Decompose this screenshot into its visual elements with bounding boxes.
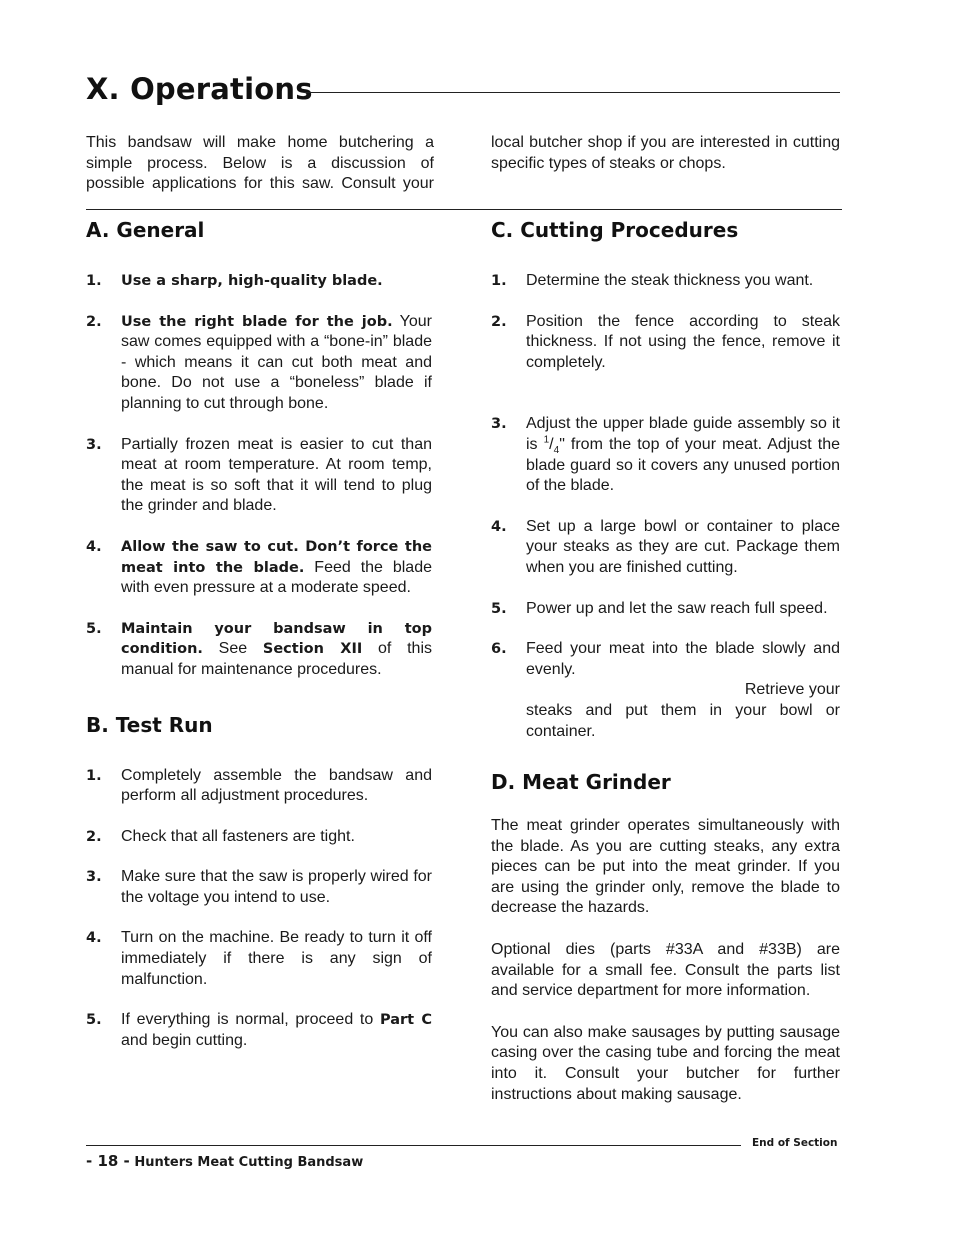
item-text: Make sure that the saw is properly wired for the voltage you intend to use. [121,868,432,906]
item-bold: Allow the saw to cut. Don’t force the meat into the blade. [121,538,432,576]
left-column [86,216,432,1051]
test-item-5 [86,1010,432,1051]
item-number: 4. [86,538,102,555]
section-title-row [86,72,840,112]
item-number: 2. [86,313,102,330]
title-rule [304,92,840,93]
item-text: Position the fence according to steak thickness. If not using the fence, remove it completely. [526,312,840,371]
item-text: steaks and put them in your bowl or container. [526,701,840,740]
test-item-2 [86,827,432,848]
item-number: 6. [491,641,507,658]
test-item-3 [86,867,432,908]
intro-left: This bandsaw will make home butchering a simple process. Below is a discussion of possible applications for this saw. Consult your [86,134,434,193]
item-number: 1. [86,273,102,289]
intro-right: local butcher shop if you are interested in cutting specific types of steaks or chops. [491,134,840,172]
test-item-1 [86,766,432,807]
item-text: If everything is normal, proceed to [121,1011,380,1029]
item-text: of this manual for maintenance procedures. [121,640,432,678]
general-item-4 [86,537,432,599]
item-number: 1. [491,273,507,289]
item-number: 2. [491,313,507,330]
item-text: See [202,640,263,658]
item-text: Check that all fasteners are tight. [121,827,355,845]
item-number: 1. [86,767,102,784]
test-item-4 [86,928,432,990]
item-text: and begin cutting. [121,1031,248,1049]
fraction-denominator: 4 [553,445,560,457]
fraction-slash: / [549,435,554,453]
section-reference: Section XII [262,641,363,658]
item-number: 3. [491,416,507,433]
manual-name: Hunters Meat Cutting Bandsaw [134,1155,364,1170]
item-text: Feed the blade with even pressure at a moderate speed. [121,558,432,597]
cutting-item-6 [491,639,840,742]
grinder-paragraph-1: The meat grinder operates simultaneously with the blade. As you are cutting steaks, any extra pieces can be put into the meat grinder. If you are using the grinder only, remove the blade to decrease the hazards. [491,817,840,917]
heading-meat-grinder: D. Meat Grinder [491,770,671,795]
item-number: 5. [86,620,102,637]
right-column [491,216,840,1105]
item-text: Your saw comes equipped with a “bone-in” blade - which means it can cut both meat and bone. Do not use a “boneless” blade if planning to cut through bone. [121,312,432,412]
item-number: 4. [86,930,102,947]
item-text: Completely assemble the bandsaw and perform all adjustment procedures. [121,766,432,805]
cutting-item-4 [491,517,840,579]
end-of-section-label: End of Section [752,1137,838,1149]
cutting-item-2 [491,312,840,374]
item-number: 3. [86,869,102,886]
cutting-item-1 [491,271,840,292]
item-text: Feed your meat into the blade slowly and evenly. [526,640,840,678]
grinder-paragraph-2: Optional dies (parts #33A and #33B) are available for a small fee. Consult the parts list and service department for more information. [491,941,840,1000]
intro-divider [86,209,842,210]
item-bold: Maintain your bandsaw in top condition. [121,620,432,658]
general-item-3 [86,435,432,517]
item-number: 4. [491,518,507,535]
heading-test-run: B. Test Run [86,712,213,737]
general-item-2 [86,312,432,415]
heading-cutting: C. Cutting Procedures [491,218,739,242]
item-number: 2. [86,828,102,845]
item-text: Turn on the machine. Be ready to turn it off immediately if there is any sign of malfunction. [121,929,432,988]
cutting-item-3 [491,414,840,496]
general-item-5 [86,619,432,681]
heading-general: A. General [86,218,205,242]
item-text-retrieve: Retrieve your [744,681,840,699]
fraction-numerator: 1 [543,434,550,446]
item-text: Set up a large bowl or container to place your steaks as they are cut. Package them when you are finished cutting. [526,517,840,576]
general-item-1 [86,271,432,292]
part-reference: Part C [379,1012,432,1029]
cutting-item-5 [491,599,840,620]
item-number: 3. [86,436,102,453]
footer-rule [86,1145,741,1146]
item-text: " from the top of your meat. Adjust the blade guard so it covers any unused portion of the blade. [526,435,841,495]
item-text: Determine the steak thickness you want. [526,272,814,289]
item-text: Power up and let the saw reach full speed. [526,599,828,617]
page-number: - 18 - [86,1152,130,1170]
page-footer [86,1152,363,1170]
grinder-paragraph-3: You can also make sausages by putting sausage casing over the casing tube and forcing the meat into it. Consult your butcher for further instructions about making sausage. [491,1023,840,1103]
page-title: X. Operations [86,72,313,106]
item-bold: Use a sharp, high-quality blade. [121,273,383,289]
item-text: Adjust the upper blade guide assembly so it is [526,415,840,453]
item-text: Partially frozen meat is easier to cut than meat at room temperature. At room temp, the meat is so soft that it will tend to plug the grinder and blade. [121,435,432,515]
item-number: 5. [86,1012,102,1029]
item-bold: Use the right blade for the job. [121,313,393,330]
item-number: 5. [491,600,507,617]
